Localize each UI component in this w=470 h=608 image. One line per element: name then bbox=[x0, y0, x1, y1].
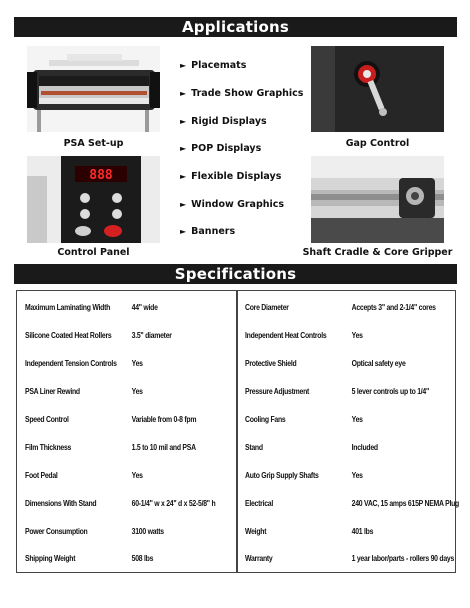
application-item: ► Rigid Displays bbox=[180, 116, 267, 127]
control-panel-photo bbox=[27, 156, 160, 243]
spec-row bbox=[25, 525, 231, 539]
spec-label: Foot Pedal bbox=[25, 471, 58, 480]
spec-value: Optical safety eye bbox=[351, 359, 406, 368]
spec-row bbox=[245, 441, 451, 455]
spec-value: 1.5 to 10 mil and PSA bbox=[131, 443, 196, 452]
spec-value: Yes bbox=[131, 359, 143, 368]
gap-control-illustration bbox=[311, 46, 444, 132]
spec-value: 5 lever controls up to 1/4" bbox=[351, 387, 429, 396]
spec-label: Pressure Adjustment bbox=[245, 387, 310, 396]
spec-row bbox=[245, 329, 451, 343]
gap-control-caption: Gap Control bbox=[345, 138, 410, 149]
arrow-right-icon: ► bbox=[180, 172, 187, 181]
spec-value: 508 lbs bbox=[131, 554, 154, 563]
spec-row bbox=[25, 552, 231, 566]
specifications-heading: Specifications bbox=[14, 264, 457, 284]
control-panel-caption: Control Panel bbox=[57, 247, 130, 258]
arrow-right-icon: ► bbox=[180, 61, 187, 70]
spec-row bbox=[25, 441, 231, 455]
application-item: ► Window Graphics bbox=[180, 199, 285, 210]
application-item: ► POP Displays bbox=[180, 143, 262, 154]
arrow-right-icon: ► bbox=[180, 227, 187, 236]
spec-value: 401 lbs bbox=[351, 527, 374, 536]
spec-row bbox=[245, 357, 451, 371]
spec-row bbox=[245, 469, 451, 483]
spec-row bbox=[25, 329, 231, 343]
spec-value: Included bbox=[351, 443, 378, 452]
psa-setup-caption: PSA Set-up bbox=[63, 138, 124, 149]
arrow-right-icon: ► bbox=[180, 144, 187, 153]
spec-label: Speed Control bbox=[25, 415, 69, 424]
spec-row bbox=[25, 357, 231, 371]
applications-heading: Applications bbox=[14, 17, 457, 37]
laminator-illustration bbox=[27, 46, 160, 132]
shaft-cradle-caption: Shaft Cradle & Core Gripper bbox=[302, 247, 453, 258]
arrow-right-icon: ► bbox=[180, 200, 187, 209]
spec-value: 240 VAC, 15 amps 615P NEMA Plug bbox=[351, 499, 460, 508]
spec-row bbox=[25, 301, 231, 315]
spec-value: 60-1/4" w x 24" d x 52-5/8" h bbox=[131, 499, 216, 508]
spec-row bbox=[25, 469, 231, 483]
control-panel-illustration bbox=[27, 156, 160, 243]
spec-label: Stand bbox=[245, 443, 263, 452]
specifications-table bbox=[16, 290, 460, 573]
spec-label: PSA Liner Rewind bbox=[25, 387, 80, 396]
application-item: ► Trade Show Graphics bbox=[180, 88, 304, 99]
spec-value: 1 year labor/parts - rollers 90 days bbox=[351, 554, 455, 563]
shaft-cradle-illustration bbox=[311, 156, 444, 243]
column-divider bbox=[236, 291, 238, 572]
spec-label: Maximum Laminating Width bbox=[25, 303, 111, 312]
spec-row bbox=[25, 497, 231, 511]
spec-label: Weight bbox=[245, 527, 267, 536]
spec-value: Accepts 3" and 2-1/4" cores bbox=[351, 303, 436, 312]
spec-value: 44" wide bbox=[131, 303, 158, 312]
control-panel-display: 888 bbox=[89, 168, 113, 183]
shaft-cradle-photo bbox=[311, 156, 444, 243]
spec-value: 3100 watts bbox=[131, 527, 164, 536]
spec-row bbox=[245, 525, 451, 539]
arrow-right-icon: ► bbox=[180, 89, 187, 98]
application-item: ► Banners bbox=[180, 226, 236, 237]
psa-setup-photo bbox=[27, 46, 160, 132]
spec-label: Power Consumption bbox=[25, 527, 88, 536]
spec-value: Variable from 0-8 fpm bbox=[131, 415, 197, 424]
application-item: ► Flexible Displays bbox=[180, 171, 282, 182]
spec-row bbox=[245, 301, 451, 315]
spec-value: Yes bbox=[131, 471, 143, 480]
spec-row bbox=[245, 413, 451, 427]
spec-row bbox=[25, 413, 231, 427]
spec-label: Protective Shield bbox=[245, 359, 297, 368]
spec-row bbox=[245, 497, 460, 511]
spec-label: Shipping Weight bbox=[25, 554, 76, 563]
spec-label: Electrical bbox=[245, 499, 274, 508]
spec-row bbox=[25, 385, 231, 399]
gap-control-photo bbox=[311, 46, 444, 132]
spec-value: Yes bbox=[351, 331, 363, 340]
spec-row bbox=[245, 552, 455, 566]
spec-label: Silicone Coated Heat Rollers bbox=[25, 331, 112, 340]
spec-row bbox=[245, 385, 451, 399]
spec-value: Yes bbox=[351, 415, 363, 424]
spec-label: Warranty bbox=[245, 554, 273, 563]
spec-label: Cooling Fans bbox=[245, 415, 286, 424]
spec-label: Core Diameter bbox=[245, 303, 289, 312]
spec-label: Auto Grip Supply Shafts bbox=[245, 471, 319, 480]
spec-label: Independent Tension Controls bbox=[25, 359, 117, 368]
spec-value: Yes bbox=[131, 387, 143, 396]
spec-label: Independent Heat Controls bbox=[245, 331, 327, 340]
spec-value: 3.5" diameter bbox=[131, 331, 172, 340]
spec-label: Dimensions With Stand bbox=[25, 499, 97, 508]
spec-value: Yes bbox=[351, 471, 363, 480]
spec-label: Film Thickness bbox=[25, 443, 72, 452]
application-item: ► Placemats bbox=[180, 60, 247, 71]
arrow-right-icon: ► bbox=[180, 117, 187, 126]
